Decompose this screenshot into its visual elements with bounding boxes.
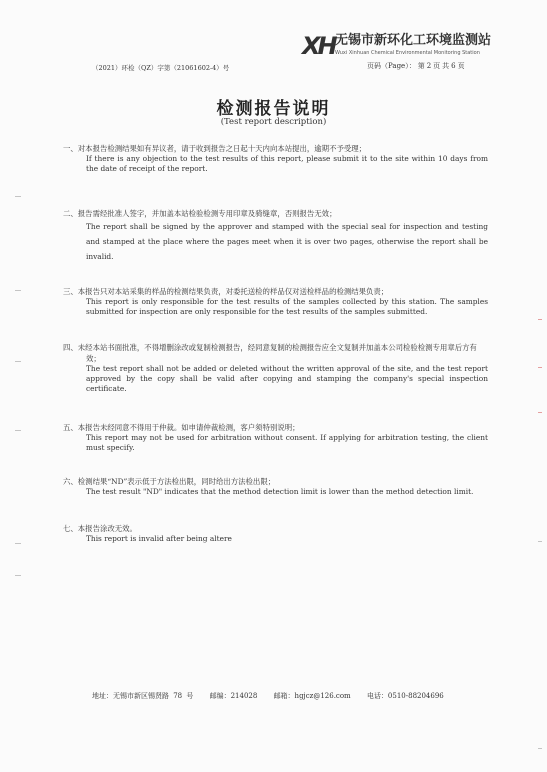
scan-mark xyxy=(15,430,21,431)
company-name-en: Wuxi Xinhuan Chemical Environmental Monitoring Station xyxy=(335,50,480,56)
footer-email: 邮箱：hgjcz@126.com xyxy=(273,692,351,700)
scan-mark xyxy=(538,748,542,749)
page-title: 检测报告说明 xyxy=(216,99,331,119)
notice-item-4 xyxy=(63,342,488,394)
report-reference: （2021）环检（QZ）字第（21061602-4）号 xyxy=(92,64,230,72)
notice-item-zh: 一、对本报告检测结果如有异议者，请于收到报告之日起十天内向本站提出，逾期不予受理； xyxy=(63,144,367,153)
notice-item-zh: 二、报告需经批准人签字，并加盖本站检验检测专用印章及骑缝章，否则报告无效； xyxy=(63,209,337,218)
company-name-zh: 无锡市新环化工环境监测站 xyxy=(335,33,492,48)
footer-address: 地址：无锡市新区锡贤路 78 号 xyxy=(92,692,194,700)
scan-mark xyxy=(15,543,21,544)
page-current-suffix: 页 xyxy=(433,62,441,70)
footer-postcode: 邮编：214028 xyxy=(209,692,258,700)
notice-item-6 xyxy=(63,476,488,497)
notice-item-2 xyxy=(63,208,488,264)
scan-mark xyxy=(538,367,542,368)
page-current: 2 xyxy=(426,62,432,70)
scan-mark xyxy=(538,541,542,542)
logo-mark: XH xyxy=(302,32,335,60)
scan-mark xyxy=(15,361,21,362)
notice-item-en: The test result "ND" indicates that the method detection limit is lower than the method detection limit. xyxy=(86,487,474,496)
notice-item-en: If there is any objection to the test results of this report, please submit it to the site within 10 days from the date of receipt of the report. xyxy=(86,154,488,173)
notice-item-en: The test report shall not be added or deleted without the written approval of the site, and the test report approved by the copy shall be valid after copying and stamping the company's special inspection certificate. xyxy=(86,364,488,393)
page-total-suffix: 页 xyxy=(457,62,465,70)
page-label: 页码（Page）： xyxy=(367,62,416,70)
page-subtitle: (Test report description) xyxy=(220,117,327,127)
notice-item-zh: 四、未经本站书面批准，不得增删涂改或复制检测报告，经同意复制的检测报告应全文复制并加盖本公司检验检测专用章后方有效； xyxy=(63,343,477,363)
notice-item-zh: 五、本报告未经同意不得用于仲裁。如申请仲裁检测，客户须特别说明； xyxy=(63,423,300,432)
notice-item-zh: 三、本报告只对本站采集的样品的检测结果负责，对委托送检的样品仅对送检样品的检测结果负责； xyxy=(63,287,389,296)
notice-item-en: This report may not be used for arbitration without consent. If applying for arbitration testing, the client must specify. xyxy=(86,433,488,452)
notice-item-zh: 六、检测结果“ND”表示低于方法检出限，同时给出方法检出限； xyxy=(63,477,276,486)
notice-item-en: The report shall be signed by the approver and stamped with the special seal for inspection and testing and stamped at the place where the pages meet when it is over two pages, otherwise the report shall be invalid. xyxy=(86,222,488,261)
footer-phone: 电话：0510-88204696 xyxy=(366,692,444,700)
notice-item-3 xyxy=(63,286,488,317)
page-number xyxy=(367,61,467,71)
notice-item-5 xyxy=(63,422,488,453)
notice-item-en: This report is invalid after being altere xyxy=(86,534,232,543)
scan-mark xyxy=(538,412,542,413)
page-footer xyxy=(92,691,456,701)
scan-mark xyxy=(15,290,21,291)
notice-item-7 xyxy=(63,523,488,544)
company-logo xyxy=(302,34,522,60)
scan-mark xyxy=(538,319,542,320)
scan-mark xyxy=(15,575,21,576)
page-total: 6 xyxy=(451,62,456,70)
notice-item-en: This report is only responsible for the test results of the samples collected by this station. The samples submitted for inspection are only responsible for the test results of the samples submitted. xyxy=(86,297,488,316)
notice-item-zh: 七、本报告涂改无效。 xyxy=(63,524,137,533)
notice-item-1 xyxy=(63,143,488,174)
page-total-prefix: 共 xyxy=(442,62,450,70)
scan-mark xyxy=(15,196,21,197)
page-current-prefix: 第 xyxy=(417,62,425,70)
